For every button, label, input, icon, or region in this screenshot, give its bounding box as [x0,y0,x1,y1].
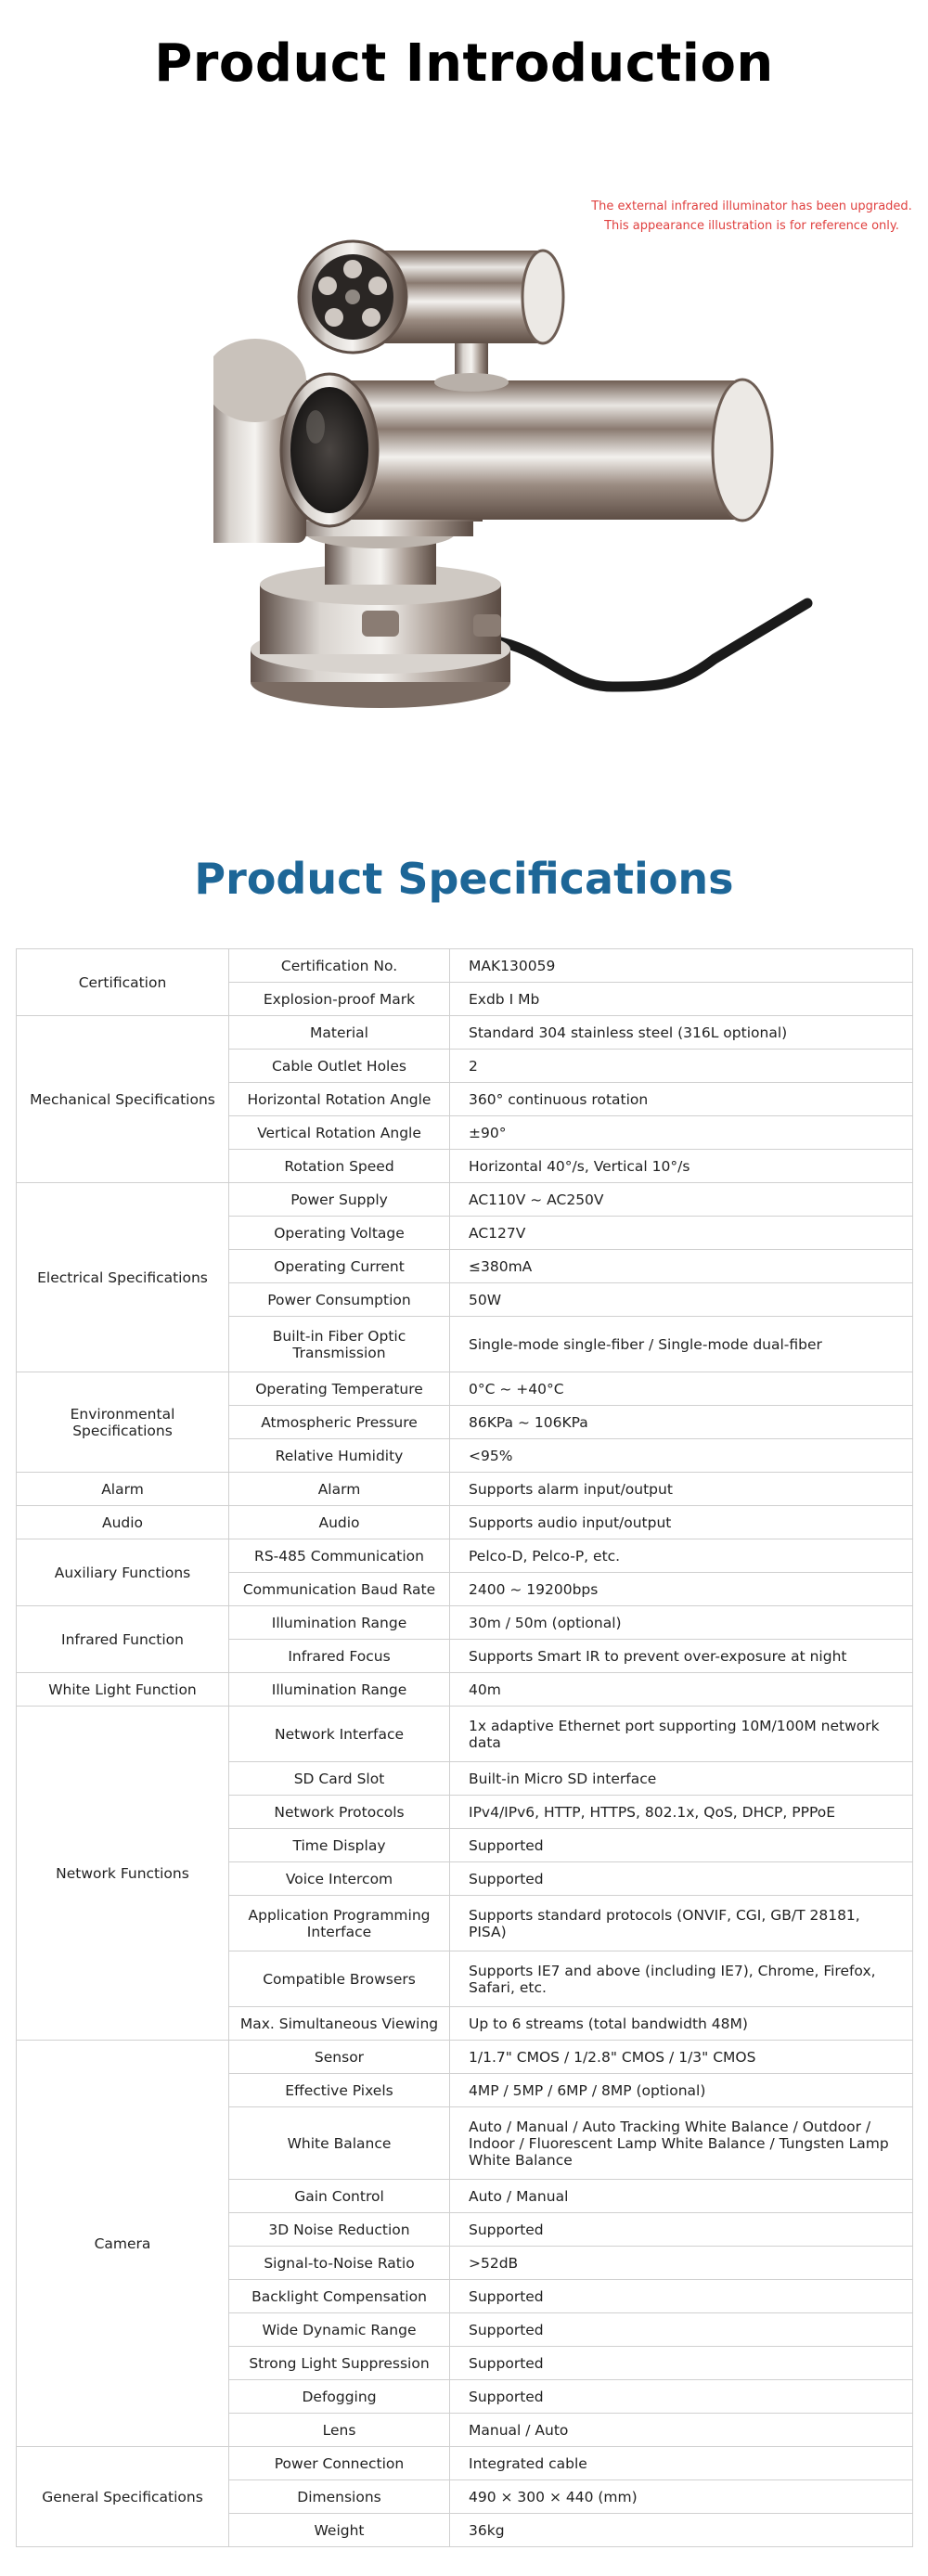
spec-value: Pelco-D, Pelco-P, etc. [450,1539,913,1573]
spec-item: Illumination Range [229,1673,450,1707]
spec-item: Network Interface [229,1707,450,1762]
spec-value: Supported [450,2347,913,2380]
spec-item: Rotation Speed [229,1150,450,1183]
spec-value: <95% [450,1439,913,1473]
spec-value: Auto / Manual / Auto Tracking White Balance / Outdoor / Indoor / Fluorescent Lamp White Balance / Tungsten Lamp White Balance [450,2107,913,2180]
spec-value: Exdb I Mb [450,983,913,1016]
spec-value: Horizontal 40°/s, Vertical 10°/s [450,1150,913,1183]
spec-value: Supports standard protocols (ONVIF, CGI, GB/T 28181, PISA) [450,1896,913,1951]
table-row [17,1673,913,1707]
spec-item: Lens [229,2414,450,2447]
table-row [17,1539,913,1573]
spec-category: Alarm [17,1473,229,1506]
table-row [17,2447,913,2480]
spec-value: Supported [450,2280,913,2313]
table-row [17,2041,913,2074]
spec-value: Supports Smart IR to prevent over-exposure at night [450,1640,913,1673]
spec-item: Voice Intercom [229,1862,450,1896]
spec-item: Power Connection [229,2447,450,2480]
spec-category: Camera [17,2041,229,2447]
spec-item: Communication Baud Rate [229,1573,450,1606]
spec-value: 40m [450,1673,913,1707]
spec-category: Environmental Specifications [17,1372,229,1473]
table-row [17,1183,913,1217]
spec-value: Up to 6 streams (total bandwidth 48M) [450,2007,913,2041]
spec-value: Auto / Manual [450,2180,913,2213]
spec-value: AC127V [450,1217,913,1250]
spec-category: White Light Function [17,1673,229,1707]
spec-value: ≤380mA [450,1250,913,1283]
spec-item: Certification No. [229,949,450,983]
image-note-reference: This appearance illustration is for reference only. [604,219,899,233]
table-row [17,1372,913,1406]
spec-value: Supported [450,2313,913,2347]
spec-value: Standard 304 stainless steel (316L optional) [450,1016,913,1050]
spec-value: Manual / Auto [450,2414,913,2447]
spec-category: General Specifications [17,2447,229,2547]
table-row [17,1506,913,1539]
table-row [17,949,913,983]
table-row [17,1707,913,1762]
spec-item: 3D Noise Reduction [229,2213,450,2247]
spec-item: Dimensions [229,2480,450,2514]
spec-item: Horizontal Rotation Angle [229,1083,450,1116]
spec-value: AC110V ~ AC250V [450,1183,913,1217]
spec-item: Illumination Range [229,1606,450,1640]
spec-item: Network Protocols [229,1796,450,1829]
spec-value: Integrated cable [450,2447,913,2480]
spec-value: 0°C ~ +40°C [450,1372,913,1406]
spec-item: Built-in Fiber Optic Transmission [229,1317,450,1372]
spec-category: Certification [17,949,229,1016]
spec-item: Material [229,1016,450,1050]
spec-category: Auxiliary Functions [17,1539,229,1606]
spec-item: Weight [229,2514,450,2547]
spec-value: 50W [450,1283,913,1317]
product-image-camera-housing [213,167,863,742]
table-row [17,1016,913,1050]
spec-title: Product Specifications [194,854,734,904]
spec-item: Power Consumption [229,1283,450,1317]
spec-value: 4MP / 5MP / 6MP / 8MP (optional) [450,2074,913,2107]
spec-item: Gain Control [229,2180,450,2213]
spec-value: Built-in Micro SD interface [450,1762,913,1796]
spec-item: Cable Outlet Holes [229,1050,450,1083]
spec-value: 30m / 50m (optional) [450,1606,913,1640]
spec-item: Time Display [229,1829,450,1862]
spec-value: 490 × 300 × 440 (mm) [450,2480,913,2514]
spec-table [16,948,913,2547]
table-row [17,1606,913,1640]
intro-title: Product Introduction [154,33,774,94]
spec-category: Infrared Function [17,1606,229,1673]
spec-item: Power Supply [229,1183,450,1217]
spec-value: 1/1.7" CMOS / 1/2.8" CMOS / 1/3" CMOS [450,2041,913,2074]
spec-category: Mechanical Specifications [17,1016,229,1183]
spec-value: >52dB [450,2247,913,2280]
spec-item: Strong Light Suppression [229,2347,450,2380]
spec-item: Signal-to-Noise Ratio [229,2247,450,2280]
spec-value: Single-mode single-fiber / Single-mode dual-fiber [450,1317,913,1372]
spec-value: Supports alarm input/output [450,1473,913,1506]
spec-value: 86KPa ~ 106KPa [450,1406,913,1439]
spec-value: 36kg [450,2514,913,2547]
spec-value: Supported [450,1862,913,1896]
spec-item: White Balance [229,2107,450,2180]
spec-item: Sensor [229,2041,450,2074]
spec-item: Defogging [229,2380,450,2414]
spec-value: Supports IE7 and above (including IE7), Chrome, Firefox, Safari, etc. [450,1951,913,2007]
spec-item: Max. Simultaneous Viewing [229,2007,450,2041]
spec-item: Effective Pixels [229,2074,450,2107]
spec-item: Alarm [229,1473,450,1506]
spec-item: Explosion-proof Mark [229,983,450,1016]
spec-value: MAK130059 [450,949,913,983]
spec-value: Supported [450,2380,913,2414]
spec-item: Application Programming Interface [229,1896,450,1951]
spec-value: 1x adaptive Ethernet port supporting 10M/100M network data [450,1707,913,1762]
table-row [17,1473,913,1506]
spec-item: Wide Dynamic Range [229,2313,450,2347]
spec-category: Electrical Specifications [17,1183,229,1372]
spec-item: Vertical Rotation Angle [229,1116,450,1150]
spec-item: Operating Current [229,1250,450,1283]
spec-item: Operating Voltage [229,1217,450,1250]
spec-value: Supported [450,1829,913,1862]
spec-value: 2400 ~ 19200bps [450,1573,913,1606]
spec-item: Operating Temperature [229,1372,450,1406]
spec-item: Infrared Focus [229,1640,450,1673]
spec-value: ±90° [450,1116,913,1150]
image-note-upgrade: The external infrared illuminator has been upgraded. [591,200,912,213]
spec-value: 2 [450,1050,913,1083]
spec-value: Supported [450,2213,913,2247]
spec-item: Atmospheric Pressure [229,1406,450,1439]
spec-item: SD Card Slot [229,1762,450,1796]
spec-category: Audio [17,1506,229,1539]
spec-item: Compatible Browsers [229,1951,450,2007]
spec-value: Supports audio input/output [450,1506,913,1539]
spec-value: 360° continuous rotation [450,1083,913,1116]
spec-item: RS-485 Communication [229,1539,450,1573]
spec-item: Audio [229,1506,450,1539]
spec-item: Backlight Compensation [229,2280,450,2313]
spec-category: Network Functions [17,1707,229,2041]
spec-value: IPv4/IPv6, HTTP, HTTPS, 802.1x, QoS, DHCP, PPPoE [450,1796,913,1829]
spec-item: Relative Humidity [229,1439,450,1473]
